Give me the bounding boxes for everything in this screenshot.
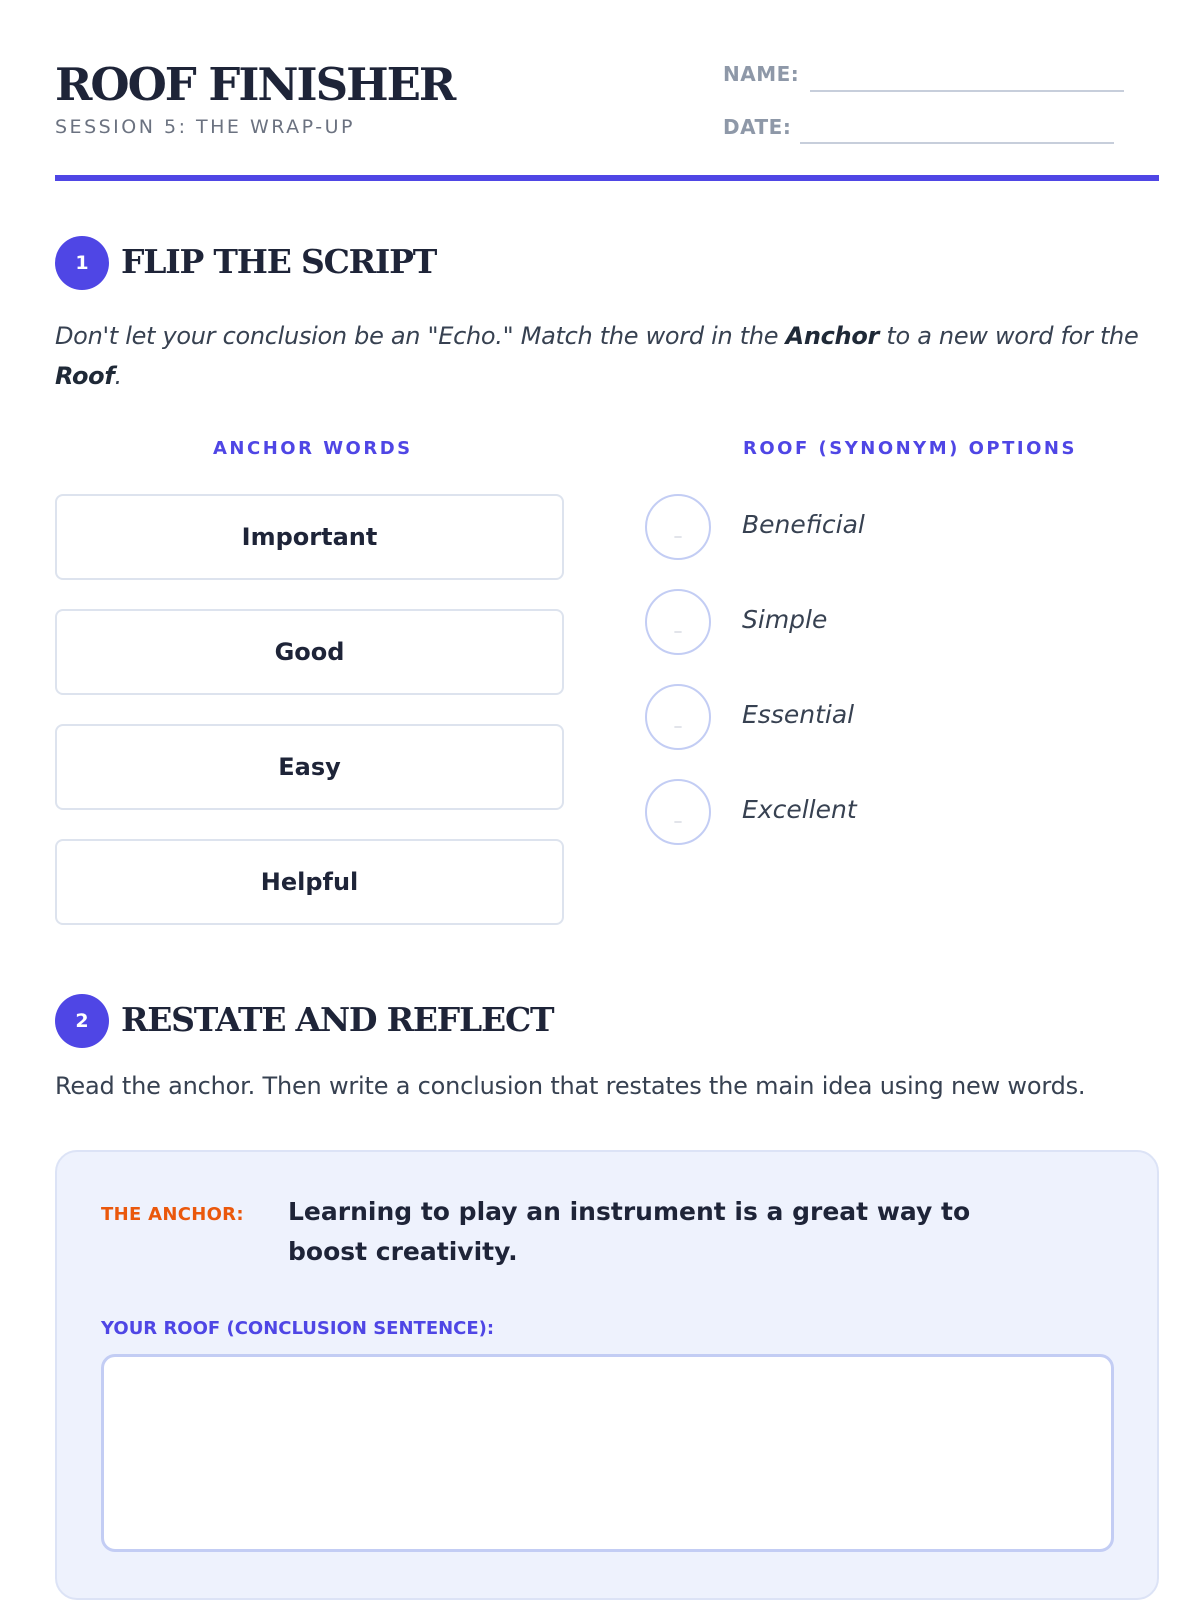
worksheet-title: ROOF FINISHER: [55, 58, 455, 111]
section2-instructions: Read the anchor. Then write a conclusion that restates the main idea using new words.: [55, 1072, 1086, 1100]
worksheet-page: [55, 0, 1159, 1600]
roof-emphasis: Roof: [55, 362, 115, 390]
section-title-restate-and-reflect: RESTATE AND REFLECT: [121, 1000, 554, 1039]
answer-circle[interactable]: _: [645, 589, 711, 655]
answer-circle[interactable]: _: [645, 779, 711, 845]
section-number-badge: 1: [55, 236, 109, 290]
roof-option-label: Simple: [742, 605, 828, 634]
answer-circle[interactable]: _: [645, 494, 711, 560]
anchor-roof-panel: [55, 1150, 1159, 1600]
anchor-sentence: Learning to play an instrument is a great way to boost creativity.: [288, 1197, 971, 1266]
conclusion-sentence-input[interactable]: [101, 1354, 1114, 1552]
anchor-label: THE ANCHOR:: [101, 1204, 244, 1225]
header-divider: [55, 175, 1159, 181]
anchor-word-card[interactable]: Easy: [55, 724, 564, 810]
section1-instructions: Don't let your conclusion be an "Echo." Match the word in the Anchor to a new word for the Roof.: [55, 322, 1139, 390]
name-label: NAME:: [723, 62, 800, 86]
name-field[interactable]: [810, 90, 1124, 92]
anchor-emphasis: Anchor: [785, 322, 880, 350]
section-title-flip-the-script: FLIP THE SCRIPT: [121, 242, 437, 281]
anchor-word-card[interactable]: Helpful: [55, 839, 564, 925]
worksheet-subtitle: SESSION 5: THE WRAP-UP: [55, 116, 355, 138]
anchor-words-heading: ANCHOR WORDS: [213, 438, 413, 459]
anchor-word-card[interactable]: Important: [55, 494, 564, 580]
roof-label: YOUR ROOF (CONCLUSION SENTENCE):: [101, 1318, 495, 1339]
date-field[interactable]: [800, 142, 1114, 144]
section-number-badge: 2: [55, 994, 109, 1048]
roof-option-label: Excellent: [742, 795, 857, 824]
anchor-word-card[interactable]: Good: [55, 609, 564, 695]
roof-options-heading: ROOF (SYNONYM) OPTIONS: [743, 438, 1077, 459]
roof-option-label: Beneficial: [742, 510, 865, 539]
roof-option-label: Essential: [742, 700, 855, 729]
date-label: DATE:: [723, 115, 792, 139]
answer-circle[interactable]: _: [645, 684, 711, 750]
